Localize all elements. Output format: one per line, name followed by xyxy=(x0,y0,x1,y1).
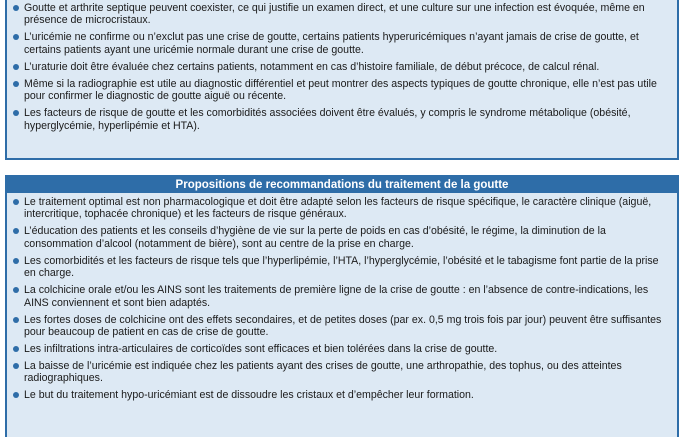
bullet-icon xyxy=(13,258,19,264)
bullet-icon xyxy=(13,317,19,323)
list-item-text: Les infiltrations intra-articulaires de corticoïdes sont efficaces et bien tolérées dans la crise de goutte. xyxy=(24,343,498,356)
bullet-icon xyxy=(13,34,19,40)
bullet-icon xyxy=(13,81,19,87)
bullet-icon xyxy=(13,64,19,70)
list-item xyxy=(13,255,671,280)
bullet-icon xyxy=(13,199,19,205)
bullet-icon xyxy=(13,346,19,352)
treatment-box xyxy=(5,175,679,437)
bullet-icon xyxy=(13,287,19,293)
bullet-icon xyxy=(13,392,19,398)
list-item xyxy=(13,196,671,221)
list-item-text: L’éducation des patients et les conseils d’hygiène de vie sur la perte de poids en cas d’obésité, le régime, la diminution de la consommation d’alcool (notamment de bière), sont au centre de la prise en charge. xyxy=(24,225,606,250)
list-item xyxy=(13,314,671,339)
list-item xyxy=(13,360,671,385)
list-item xyxy=(13,343,671,355)
list-item-text: Le traitement optimal est non pharmacologique et doit être adapté selon les facteurs de risque spécifique, le caractère clinique (aiguë, intercritique, tophacée chronique) et les facteurs de risque généraux. xyxy=(24,196,652,221)
diagnosis-list xyxy=(7,2,677,132)
list-item xyxy=(13,2,671,27)
bullet-icon xyxy=(13,110,19,116)
list-item-text: Les fortes doses de colchicine ont des effets secondaires, et de petites doses (par ex. 0,5 mg trois fois par jour) peuvent être suffisantes pour beaucoup de patient en cas de crise de goutte. xyxy=(24,313,662,339)
list-item xyxy=(13,389,671,401)
diagnosis-box xyxy=(5,0,679,160)
list-item-text: La colchicine orale et/ou les AINS sont les traitements de première ligne de la crise de goutte : en l’absence de contre-indications, les AINS conviennent et sont bien adaptés. xyxy=(24,284,649,309)
list-item-text: Même si la radiographie est utile au diagnostic différentiel et peut montrer des aspects typiques de goutte chronique, elle n’est pas utile pour confirmer le diagnostic de goutte aiguë ou récente. xyxy=(24,77,657,103)
list-item xyxy=(13,284,671,309)
list-item-text: L’uraturie doit être évaluée chez certains patients, notamment en cas d’histoire familiale, de début précoce, de calcul rénal. xyxy=(24,60,600,73)
treatment-list xyxy=(7,196,677,402)
bullet-icon xyxy=(13,363,19,369)
list-item xyxy=(13,61,671,73)
bullet-icon xyxy=(13,5,19,11)
list-item-text: Les facteurs de risque de goutte et les comorbidités associées doivent être évalués, y compris le syndrome métabolique (obésité, hyperglycémie, hyperlipémie et HTA). xyxy=(24,107,631,132)
list-item xyxy=(13,225,671,250)
bullet-icon xyxy=(13,228,19,234)
list-item-text: La baisse de l’uricémie est indiquée chez les patients ayant des crises de goutte, une arthropathie, des tophus, ou des atteintes radiographiques. xyxy=(24,360,622,385)
list-item-text: L’uricémie ne confirme ou n’exclut pas une crise de goutte, certains patients hyperuricémiques n’ayant jamais de crise de goutte, et certains patients ayant une uricémie normale durant une crise de goutte. xyxy=(24,31,639,56)
list-item xyxy=(13,78,671,103)
list-item xyxy=(13,31,671,56)
treatment-box-title: Propositions de recommandations du traitement de la goutte xyxy=(7,177,677,193)
list-item xyxy=(13,107,671,132)
list-item-text: Les comorbidités et les facteurs de risque tels que l’hyperlipémie, l’HTA, l’hyperglycémie, l’obésité et le tabagisme font partie de la prise en charge. xyxy=(24,254,659,280)
list-item-text: Goutte et arthrite septique peuvent coexister, ce qui justifie un examen direct, et une culture sur une infection est évoquée, même en présence de microcristaux. xyxy=(24,2,645,27)
list-item-text: Le but du traitement hypo-uricémiant est de dissoudre les cristaux et d’empêcher leur formation. xyxy=(24,389,474,402)
